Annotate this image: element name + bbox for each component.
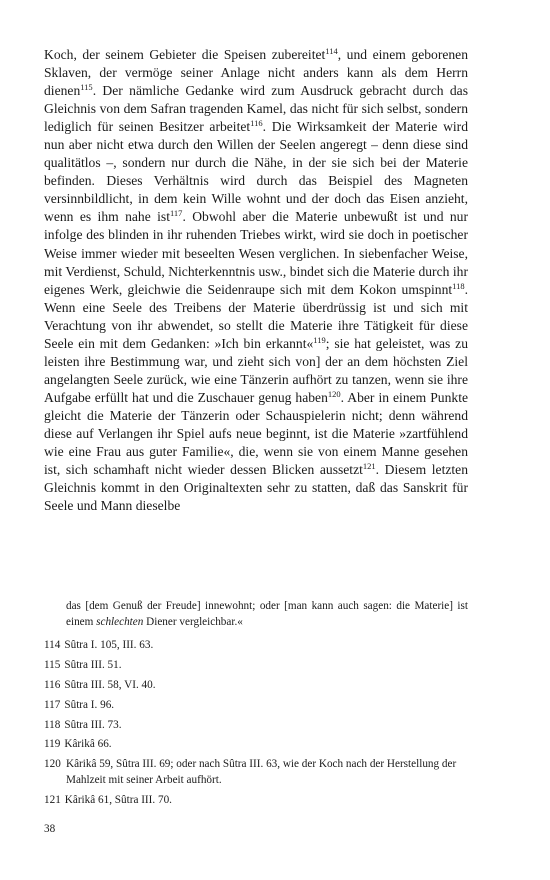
footnote-number: 120 bbox=[44, 758, 61, 771]
footnote-text: Sûtra I. 96. bbox=[64, 698, 115, 711]
footnote-continuation-after: Diener vergleichbar.« bbox=[143, 616, 243, 628]
footnote-item bbox=[44, 756, 468, 788]
footnote-number: 119 bbox=[44, 738, 61, 751]
body-text-run: . Obwohl aber die Materie unbewußt ist und nur infolge des blinden in ihr ruhenden Triebes wirkt, wird sie doch in poetischer Weise immer wieder mit beseelten Wesen verglichen. In siebenfacher Weise, mit Verdienst, Schuld, Nichterkenntnis usw., bindet sich die Materie durch ihr eigenes Werk, gleichwie die Seidenraupe sich mit dem Kokon umspinnt bbox=[44, 209, 469, 297]
body-text-run: . Wenn eine Seele des Treibens der Materie überdrüssig ist und sich mit Verachtung von ihr abwendet, so stellt die Materie ihre Tätigkeit für diese Seele ein mit dem Gedanken: »Ich bin erkannt« bbox=[44, 281, 468, 351]
footnote-reference: 116 bbox=[250, 118, 263, 129]
footnote-number: 121 bbox=[44, 794, 61, 807]
body-text bbox=[44, 46, 468, 515]
footnote-item bbox=[44, 697, 468, 713]
footnote-continuation bbox=[44, 598, 468, 630]
footnote-item bbox=[44, 717, 468, 733]
footnote-text: Sûtra III. 58, VI. 40. bbox=[64, 678, 156, 691]
footnote-reference: 120 bbox=[327, 388, 341, 399]
footnote-item bbox=[44, 637, 468, 653]
footnote-text: Sûtra I. 105, III. 63. bbox=[64, 639, 154, 651]
footnote-text: Kârikâ 59, Sûtra III. 69; oder nach Sûtra III. 63, wie der Koch nach der Herstellung der Mahlzeit mit seiner Arbeit aufhört. bbox=[66, 758, 457, 787]
body-text-run: Koch, der seinem Gebieter die Speisen zubereitet bbox=[44, 47, 326, 62]
footnote-reference: 115 bbox=[80, 82, 93, 93]
footnote-continuation-before: das [dem Genuß der Freude] innewohnt; oder [man kann auch sagen: die Materie] ist einem bbox=[66, 600, 468, 628]
body-text-run: , und einem geborenen Sklaven, der vermöge seiner Anlage nicht anders kann als dem Herrn dienen bbox=[44, 47, 469, 99]
body-text-run: . Aber in einem Punkte gleicht die Materie der Tänzerin oder Schauspielerin nicht; denn während diese auf Verlangen ihr Spiel aufs neue beginnt, ist die Materie »zartfühlend wie eine Frau aus guter Familie«, die, wenn sie von einem Manne gesehen ist, sich schamhaft nicht wieder dessen Blicken aussetzt bbox=[44, 389, 468, 478]
footnote-item bbox=[44, 657, 468, 673]
page-number: 38 bbox=[44, 823, 56, 835]
body-text-run: ; sie hat geleistet, was zu leisten ihre Bestimmung war, und zieht sich von] der an dem höchsten Ziel angelangten Seele zurück, wie eine Tänzerin aufhört zu tanzen, wenn sie ihre Aufgabe erfüllt hat und die Zuschauer genug haben bbox=[44, 335, 468, 405]
body-text-run: . Die Wirksamkeit der Materie wird nun aber nicht etwa durch den Willen der Seelen angeregt – denn diese sind qualitätlos –, sondern nur durch die Nähe, in der sie sich bei der Materie befinden. Dieses Verhältnis wird durch das Beispiel des Magneten versinnbildlicht, in dem kein Wille wohnt und der doch das Eisen anzieht, wenn es ihm nahe ist bbox=[44, 119, 469, 225]
footnote-item bbox=[44, 677, 468, 693]
footnote-item bbox=[44, 792, 468, 808]
footnote-number: 118 bbox=[44, 718, 61, 731]
footnote-text: Sûtra III. 73. bbox=[64, 718, 122, 731]
footnote-reference: 121 bbox=[362, 461, 376, 472]
footnote-number: 116 bbox=[44, 678, 61, 691]
footnote-text: Sûtra III. 51. bbox=[64, 658, 122, 671]
footnote-item bbox=[44, 736, 468, 752]
body-text-run: . Der nämliche Gedanke wird zum Ausdruck gebracht durch das Gleichnis von dem Safran tragenden Kamel, das nicht für sich selbst, sondern lediglich für seinen Besitzer arbeitet bbox=[44, 83, 468, 135]
footnote-reference: 114 bbox=[325, 46, 338, 56]
body-text-run: . Diesem letzten Gleichnis kommt in den Originaltexten sehr zu statten, daß das Sanskrit für Seele und Mann dieselbe bbox=[44, 462, 468, 514]
footnote-reference: 117 bbox=[170, 208, 183, 219]
footnote-reference: 118 bbox=[452, 280, 465, 291]
footnote-reference: 119 bbox=[313, 334, 326, 345]
footnotes-section bbox=[44, 598, 468, 812]
footnote-text: Kârikâ 61, Sûtra III. 70. bbox=[64, 794, 172, 807]
footnote-continuation-emphasis: schlechten bbox=[96, 616, 144, 628]
footnote-number: 114 bbox=[44, 639, 61, 651]
footnote-text: Kârikâ 66. bbox=[64, 738, 112, 751]
footnote-number: 117 bbox=[44, 698, 61, 711]
footnote-number: 115 bbox=[44, 658, 61, 671]
footnote-list bbox=[44, 637, 468, 808]
